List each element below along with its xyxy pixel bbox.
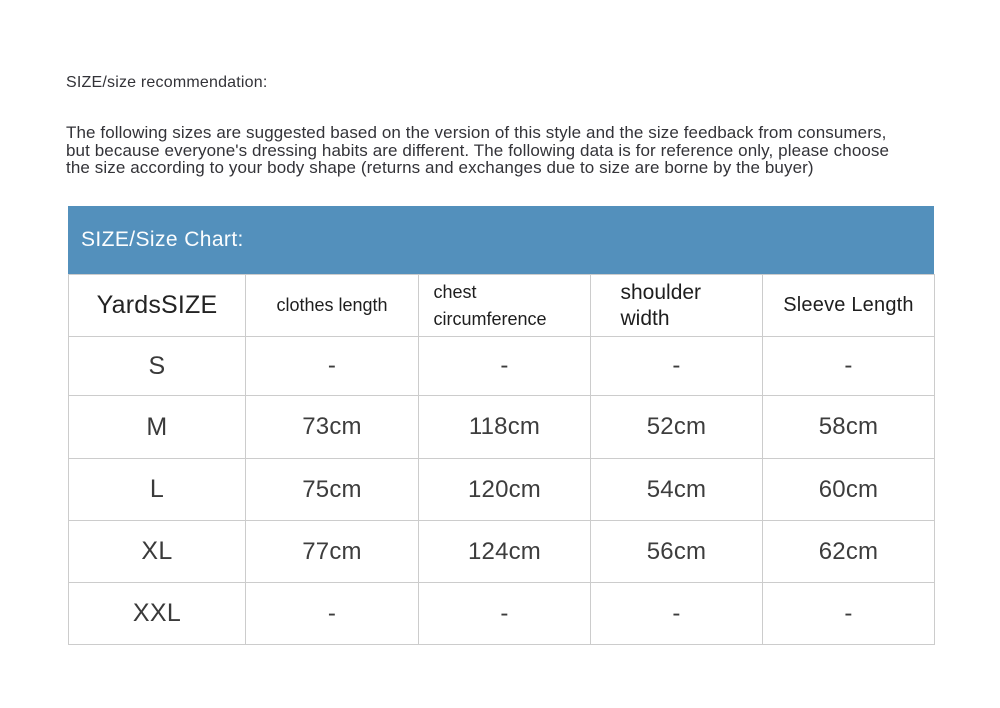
size-label: L (69, 459, 246, 521)
table-header-row (69, 275, 935, 337)
size-chart-table (68, 274, 935, 645)
sleeve-length-value: 60cm (763, 459, 935, 521)
description-line-1: The following sizes are suggested based on the version of this style and the size feedback from consumers, (66, 123, 887, 142)
size-label: S (69, 337, 246, 396)
column-header-sleeve-length: Sleeve Length (763, 275, 935, 337)
column-header-shoulder-width-label: shoulder width (620, 281, 702, 330)
page-title: SIZE/size recommendation: (66, 74, 268, 91)
chest-circumference-value: - (419, 583, 591, 645)
chest-circumference-value: 120cm (419, 459, 591, 521)
sleeve-length-value: - (763, 583, 935, 645)
shoulder-width-value: 54cm (591, 459, 763, 521)
clothes-length-value: - (246, 583, 419, 645)
size-label: M (69, 396, 246, 459)
column-header-chest-circumference (419, 275, 591, 337)
chest-circumference-value: - (419, 337, 591, 396)
table-row-l (69, 459, 935, 521)
column-header-shoulder-width (591, 275, 763, 337)
sleeve-length-value: - (763, 337, 935, 396)
table-row-xxl (69, 583, 935, 645)
table-row-m (69, 396, 935, 459)
size-chart-banner-title: SIZE/Size Chart: (81, 228, 244, 251)
description-line-3: the size according to your body shape (returns and exchanges due to size are borne by the buyer) (66, 158, 814, 178)
sleeve-length-value: 62cm (763, 521, 935, 583)
table-row-s (69, 337, 935, 396)
chest-circumference-value: 124cm (419, 521, 591, 583)
size-chart-banner (68, 206, 934, 274)
column-header-chest-circumference-label: chest circumference (433, 282, 547, 329)
shoulder-width-value: 52cm (591, 396, 763, 459)
clothes-length-value: 75cm (246, 459, 419, 521)
size-description (66, 124, 946, 177)
sleeve-length-value: 58cm (763, 396, 935, 459)
shoulder-width-value: - (591, 583, 763, 645)
clothes-length-value: - (246, 337, 419, 396)
clothes-length-value: 77cm (246, 521, 419, 583)
table-row-xl (69, 521, 935, 583)
size-label: XL (69, 521, 246, 583)
description-line-2: but because everyone's dressing habits are different. The following data is for reference only, please choose (66, 140, 890, 160)
shoulder-width-value: 56cm (591, 521, 763, 583)
shoulder-width-value: - (591, 337, 763, 396)
column-header-yards-size: YardsSIZE (69, 275, 246, 337)
column-header-clothes-length: clothes length (246, 275, 419, 337)
chest-circumference-value: 118cm (419, 396, 591, 459)
size-label: XXL (69, 583, 246, 645)
clothes-length-value: 73cm (246, 396, 419, 459)
